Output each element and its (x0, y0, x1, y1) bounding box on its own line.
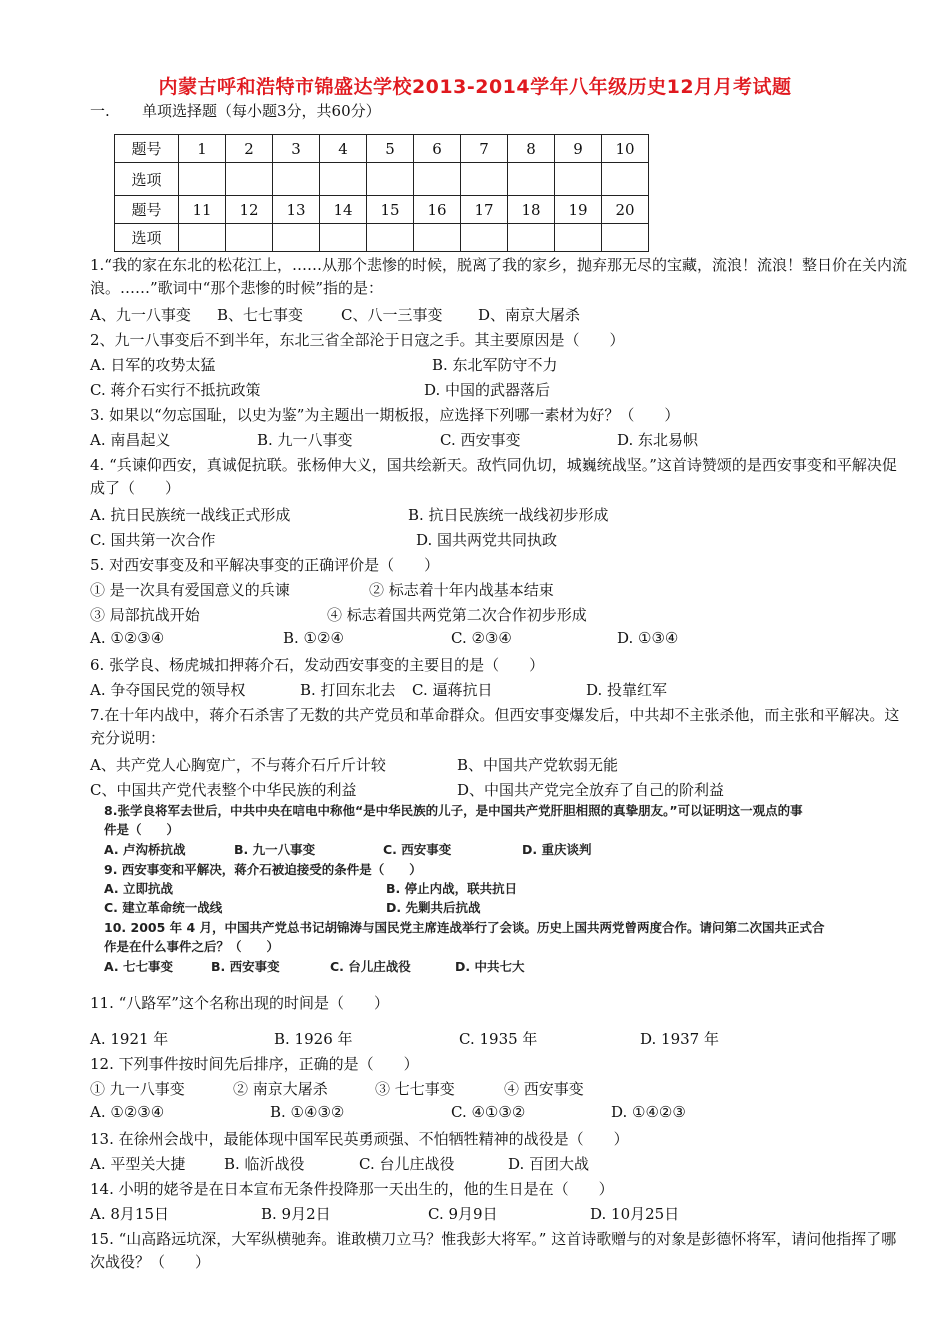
question-1-stem: 1.“我的家在东北的松花江上，……从那个悲惨的时候，脱离了我的家乡，抛弃那无尽的宝藏，流浪！流浪！整日价在关内流浪。……”歌词中“那个悲惨的时候”指的是： (90, 256, 907, 297)
question-6-option-c[interactable]: C. 逼蒋抗日 (412, 681, 493, 699)
answer-cell[interactable] (508, 163, 555, 196)
table-cell: 17 (461, 196, 508, 224)
question-11-option-b[interactable]: B. 1926 年 (274, 1030, 353, 1048)
question-5-stem: 5. 对西安事变及和平解决事变的正确评价是（ ） (90, 556, 440, 574)
answer-cell[interactable] (602, 163, 649, 196)
question-9-stem: 9. 西安事变和平解决，蒋介石被迫接受的条件是（ ） (104, 862, 422, 877)
table-cell: 11 (179, 196, 226, 224)
question-3-stem: 3. 如果以“勿忘国耻，以史为鉴”为主题出一期板报，应选择下列哪一素材为好？（ ） (90, 406, 680, 424)
question-12-stem: 12. 下列事件按时间先后排序，正确的是（ ） (90, 1055, 419, 1073)
question-13-stem: 13. 在徐州会战中，最能体现中国军民英勇顽强、不怕牺牲精神的战役是（ ） (90, 1130, 629, 1148)
question-14-option-a[interactable]: A. 8月15日 (90, 1205, 169, 1223)
question-14-stem: 14. 小明的姥爷是在日本宣布无条件投降那一天出生的，他的生日是在（ ） (90, 1180, 614, 1198)
question-10-option-b[interactable]: B. 西安事变 (211, 959, 280, 974)
answer-cell[interactable] (508, 224, 555, 252)
table-cell: 10 (602, 135, 649, 163)
question-9-option-b[interactable]: B. 停止内战，联共抗日 (386, 881, 518, 896)
question-12-statement-2: ② 南京大屠杀 (233, 1080, 328, 1098)
question-5-statement-2: ② 标志着十年内战基本结束 (369, 581, 554, 599)
question-4-option-b[interactable]: B. 抗日民族统一战线初步形成 (408, 506, 609, 524)
answer-cell[interactable] (414, 224, 461, 252)
table-cell: 15 (367, 196, 414, 224)
answer-cell[interactable] (226, 163, 273, 196)
answer-cell[interactable] (461, 224, 508, 252)
answer-cell[interactable] (414, 163, 461, 196)
question-14-option-b[interactable]: B. 9月2日 (261, 1205, 331, 1223)
answer-cell[interactable] (273, 163, 320, 196)
question-2-stem: 2、九一八事变后不到半年，东北三省全部沦于日寇之手。其主要原因是（ ） (90, 331, 625, 349)
question-3-option-d[interactable]: D. 东北易帜 (617, 431, 699, 449)
table-row (115, 196, 649, 224)
table-cell: 19 (555, 196, 602, 224)
table-cell: 3 (273, 135, 320, 163)
question-2-option-a[interactable]: A. 日军的攻势太猛 (90, 356, 216, 374)
table-cell: 16 (414, 196, 461, 224)
question-8-option-c[interactable]: C. 西安事变 (383, 842, 452, 857)
answer-cell[interactable] (320, 224, 367, 252)
question-12-option-d[interactable]: D. ①④②③ (611, 1103, 686, 1121)
question-3-option-b[interactable]: B. 九一八事变 (257, 431, 353, 449)
question-5-statement-3: ③ 局部抗战开始 (90, 606, 200, 624)
question-12-statement-1: ① 九一八事变 (90, 1080, 185, 1098)
question-13-option-c[interactable]: C. 台儿庄战役 (359, 1155, 455, 1173)
question-5-statement-1: ① 是一次具有爱国意义的兵谏 (90, 581, 290, 599)
question-7-option-c[interactable]: C、中国共产党代表整个中华民族的利益 (90, 781, 357, 799)
table-row (115, 135, 649, 163)
question-8-option-d[interactable]: D. 重庆谈判 (522, 842, 592, 857)
answer-cell[interactable] (273, 224, 320, 252)
question-8-option-a[interactable]: A. 卢沟桥抗战 (104, 842, 186, 857)
section-number: 一. (90, 102, 110, 120)
question-2-option-d[interactable]: D. 中国的武器落后 (424, 381, 551, 399)
question-5-statement-4: ④ 标志着国共两党第二次合作初步形成 (327, 606, 587, 624)
answer-cell[interactable] (226, 224, 273, 252)
answer-table (114, 134, 649, 252)
answer-cell[interactable] (320, 163, 367, 196)
table-cell: 2 (226, 135, 273, 163)
question-9-option-c[interactable]: C. 建立革命统一战线 (104, 900, 223, 915)
question-12-option-c[interactable]: C. ④①③② (451, 1103, 526, 1121)
question-12-option-b[interactable]: B. ①④③② (270, 1103, 345, 1121)
question-4-option-d[interactable]: D. 国共两党共同执政 (416, 531, 558, 549)
answer-cell[interactable] (602, 224, 649, 252)
question-6-stem: 6. 张学良、杨虎城扣押蒋介石，发动西安事变的主要目的是（ ） (90, 656, 545, 674)
table-cell: 选项 (115, 224, 179, 252)
question-8-option-b[interactable]: B. 九一八事变 (234, 842, 316, 857)
question-4-stem: 4. “兵谏仰西安，真诚促抗联。张杨伸大义，国共绘新天。敌忾同仇切，城巍统战坚。”这首诗赞颂的是西安事变和平解决促成了（ ） (90, 456, 897, 497)
question-6-option-b[interactable]: B. 打回东北去 (300, 681, 396, 699)
question-3-option-a[interactable]: A. 南昌起义 (90, 431, 171, 449)
question-2-option-b[interactable]: B. 东北军防守不力 (432, 356, 558, 374)
question-10-option-a[interactable]: A. 七七事变 (104, 959, 174, 974)
question-12-option-a[interactable]: A. ①②③④ (90, 1103, 165, 1121)
table-cell: 4 (320, 135, 367, 163)
table-cell: 12 (226, 196, 273, 224)
question-6-option-d[interactable]: D. 投靠红军 (586, 681, 668, 699)
question-15-stem: 15. “山高路远坑深，大军纵横驰奔。谁敢横刀立马？惟我彭大将军。” 这首诗歌赠与的对象是彭德怀将军，请问他指挥了哪次战役？（ ） (90, 1230, 897, 1271)
question-14-option-c[interactable]: C. 9月9日 (428, 1205, 498, 1223)
question-7-option-b[interactable]: B、中国共产党软弱无能 (457, 756, 619, 774)
question-9-option-d[interactable]: D. 先剿共后抗战 (386, 900, 481, 915)
answer-cell[interactable] (555, 163, 602, 196)
question-1-option-c[interactable]: C、八一三事变 (341, 306, 443, 324)
question-10-option-c[interactable]: C. 台儿庄战役 (330, 959, 411, 974)
question-4-option-a[interactable]: A. 抗日民族统一战线正式形成 (90, 506, 291, 524)
table-row (115, 163, 649, 196)
question-11-option-d[interactable]: D. 1937 年 (640, 1030, 719, 1048)
question-8-stem-line2: 件是（ ） (104, 822, 180, 837)
question-9-option-a[interactable]: A. 立即抗战 (104, 881, 174, 896)
question-10-option-d[interactable]: D. 中共七大 (455, 959, 525, 974)
question-7-option-d[interactable]: D、中国共产党完全放弃了自己的阶利益 (457, 781, 725, 799)
table-cell: 7 (461, 135, 508, 163)
answer-cell[interactable] (367, 224, 414, 252)
question-4-option-c[interactable]: C. 国共第一次合作 (90, 531, 216, 549)
answer-cell[interactable] (461, 163, 508, 196)
question-8-stem-line1: 8.张学良将军去世后，中共中央在唁电中称他“是中华民族的儿子，是中国共产党肝胆相照的真挚朋友。”可以证明这一观点的事 (104, 803, 803, 818)
answer-cell[interactable] (179, 163, 226, 196)
question-5-option-c[interactable]: C. ②③④ (451, 629, 512, 647)
exam-title: 内蒙古呼和浩特市锦盛达学校2013-2014学年八年级历史12月月考试题 (158, 76, 792, 98)
question-11-stem: 11. “八路军”这个名称出现的时间是（ ） (90, 994, 389, 1012)
table-cell: 题号 (115, 135, 179, 163)
question-7-stem: 7.在十年内战中，蒋介石杀害了无数的共产党员和革命群众。但西安事变爆发后，中共却不主张杀他，而主张和平解决。这充分说明： (90, 706, 900, 747)
question-13-option-a[interactable]: A. 平型关大捷 (90, 1155, 186, 1173)
question-11-option-c[interactable]: C. 1935 年 (459, 1030, 538, 1048)
answer-cell[interactable] (179, 224, 226, 252)
table-cell: 18 (508, 196, 555, 224)
answer-cell[interactable] (367, 163, 414, 196)
table-cell: 5 (367, 135, 414, 163)
table-cell: 8 (508, 135, 555, 163)
question-3-option-c[interactable]: C. 西安事变 (440, 431, 521, 449)
question-1-option-d[interactable]: D、南京大屠杀 (478, 306, 581, 324)
question-12-statement-4: ④ 西安事变 (504, 1080, 584, 1098)
table-cell: 题号 (115, 196, 179, 224)
section-label: 单项选择题（每小题3分，共60分） (142, 102, 381, 120)
question-12-statement-3: ③ 七七事变 (375, 1080, 455, 1098)
question-1-option-a[interactable]: A、九一八事变 (90, 306, 191, 324)
table-cell: 14 (320, 196, 367, 224)
question-5-option-d[interactable]: D. ①③④ (617, 629, 679, 647)
question-7-option-a[interactable]: A、共产党人心胸宽广，不与蒋介石斤斤计较 (90, 756, 386, 774)
table-cell: 选项 (115, 163, 179, 196)
section-heading (90, 100, 381, 121)
table-cell: 1 (179, 135, 226, 163)
question-14-option-d[interactable]: D. 10月25日 (590, 1205, 680, 1223)
question-11-option-a[interactable]: A. 1921 年 (90, 1030, 169, 1048)
table-row (115, 224, 649, 252)
question-10-stem-line1: 10. 2005 年 4 月，中国共产党总书记胡锦涛与国民党主席连战举行了会谈。历史上国共两党曾两度合作。请问第二次国共正式合 (104, 920, 825, 935)
question-1-option-b[interactable]: B、七七事变 (217, 306, 304, 324)
question-5-option-b[interactable]: B. ①②④ (283, 629, 344, 647)
table-cell: 20 (602, 196, 649, 224)
question-13-option-d[interactable]: D. 百团大战 (508, 1155, 590, 1173)
answer-cell[interactable] (555, 224, 602, 252)
question-5-option-a[interactable]: A. ①②③④ (90, 629, 165, 647)
question-2-option-c[interactable]: C. 蒋介石实行不抵抗政策 (90, 381, 261, 399)
question-6-option-a[interactable]: A. 争夺国民党的领导权 (90, 681, 246, 699)
table-cell: 6 (414, 135, 461, 163)
question-13-option-b[interactable]: B. 临沂战役 (224, 1155, 305, 1173)
table-cell: 9 (555, 135, 602, 163)
table-cell: 13 (273, 196, 320, 224)
question-10-stem-line2: 作是在什么事件之后？（ ） (104, 939, 280, 954)
